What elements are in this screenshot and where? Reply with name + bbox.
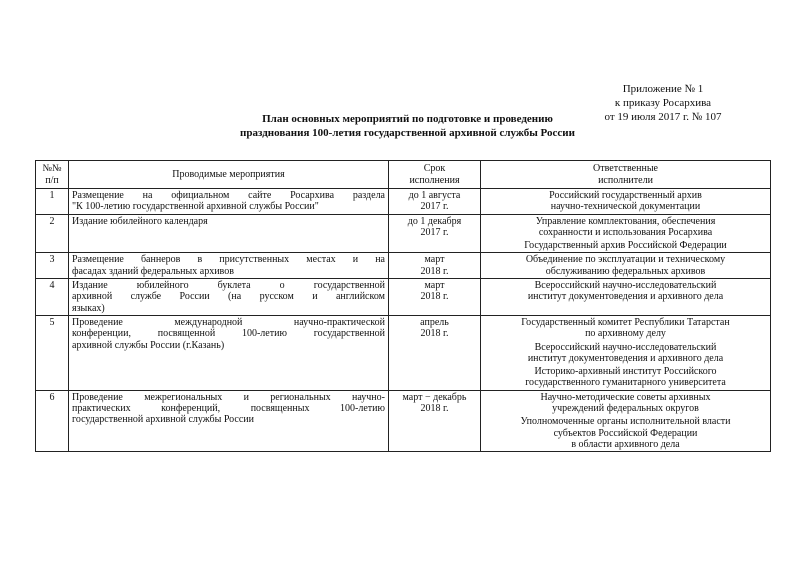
term-line: март: [424, 280, 445, 292]
term-line: до 1 августа: [408, 190, 461, 201]
responsible-line: научно-технической документации: [550, 201, 701, 213]
table-row: [36, 390, 771, 451]
header-term-line: Срок: [423, 163, 446, 175]
row-number: 2: [36, 214, 69, 253]
row-term: [389, 390, 481, 451]
row-responsible: [481, 214, 771, 253]
responsible-group: [484, 317, 767, 340]
row-term: [389, 315, 481, 390]
responsible-line: государственного гуманитарного университета: [525, 377, 726, 389]
term-line: 2018 г.: [420, 328, 449, 340]
row-event: [69, 214, 389, 253]
row-event: [69, 315, 389, 390]
title-line: План основных мероприятий по подготовке и проведению: [262, 113, 553, 125]
event-line: Издание юбилейного календаря: [72, 215, 208, 227]
header-responsible: [481, 161, 771, 189]
event-line: архивной службы России (г.Казань): [72, 339, 225, 351]
table-row: [36, 315, 771, 390]
table-row: [36, 214, 771, 253]
responsible-line: обслуживанию федеральных архивов: [545, 265, 706, 277]
row-term: [389, 189, 481, 215]
row-responsible: [481, 279, 771, 316]
event-line: Размещение на официальном сайте Росархива раздела: [72, 190, 385, 201]
appendix-line: к приказу Росархива: [614, 97, 712, 109]
title-line: празднования 100-летия государственной архивной службы России: [240, 127, 575, 139]
event-line: государственной архивной службы России: [72, 414, 255, 426]
responsible-line: Государственный комитет Республики Татарстан: [521, 316, 730, 328]
appendix-line: Приложение № 1: [622, 83, 704, 95]
event-line: Издание юбилейного буклета о государственной: [72, 280, 385, 292]
responsible-line: учреждений федеральных округов: [552, 403, 699, 415]
responsible-line: Объединение по эксплуатации и техническому: [525, 254, 726, 266]
row-term: [389, 279, 481, 316]
row-responsible: [481, 253, 771, 279]
row-number: 1: [36, 189, 69, 215]
header-number-line: п/п: [45, 174, 59, 186]
responsible-line: институт документоведения и архивного дела: [527, 291, 724, 303]
term-line: 2017 г.: [420, 201, 449, 213]
row-event: [69, 279, 389, 316]
event-line: языках): [72, 302, 105, 314]
table-row: [36, 279, 771, 316]
term-line: 2018 г.: [420, 265, 449, 277]
term-line: март − декабрь: [402, 391, 467, 403]
event-line: архивной службе России (на русском и английском: [72, 291, 385, 303]
term-line: 2017 г.: [420, 226, 449, 238]
responsible-line: Уполномоченные органы исполнительной власти: [520, 416, 731, 428]
event-line: фасадах зданий федеральных архивов: [72, 265, 234, 277]
header-term: [389, 161, 481, 189]
responsible-line: Российский государственный архив: [549, 190, 702, 201]
responsible-line: институт документоведения и архивного дела: [527, 352, 724, 364]
responsible-group: [484, 254, 767, 277]
table-row: [36, 253, 771, 279]
row-event: [69, 253, 389, 279]
responsible-group: [484, 366, 767, 389]
responsible-line: Научно-методические советы архивных: [540, 391, 711, 403]
row-number: 4: [36, 279, 69, 316]
row-term: [389, 253, 481, 279]
responsible-group: [484, 342, 767, 365]
header-number-line: №№: [42, 163, 62, 175]
row-event: [69, 189, 389, 215]
responsible-line: сохранности и использования Росархива: [538, 226, 713, 238]
responsible-group: [484, 392, 767, 415]
header-responsible-line: Ответственные: [593, 163, 658, 175]
term-line: 2018 г.: [420, 403, 449, 415]
responsible-line: Всероссийский научно-исследовательский: [534, 341, 717, 353]
events-table: [35, 160, 771, 452]
row-responsible: [481, 390, 771, 451]
event-line: конференции, посвященной 100-летию государственной: [72, 328, 385, 340]
responsible-group: [484, 216, 767, 239]
responsible-line: Управление комплектования, обеспечения: [535, 215, 716, 227]
row-responsible: [481, 315, 771, 390]
term-line: 2018 г.: [420, 291, 449, 303]
row-term: [389, 214, 481, 253]
term-line: март: [424, 254, 445, 266]
table-header-row: [36, 161, 771, 189]
term-line: до 1 декабря: [407, 215, 462, 227]
responsible-group: [484, 190, 767, 213]
row-responsible: [481, 189, 771, 215]
event-line: Размещение баннеров в присутственных местах и на: [72, 254, 385, 266]
event-line: "К 100-летию государственной архивной службы России": [72, 201, 319, 213]
event-line: Проведение международной научно-практической: [72, 316, 385, 328]
term-line: апрель: [420, 316, 449, 328]
responsible-line: Всероссийский научно-исследовательский: [534, 280, 717, 292]
responsible-group: [484, 416, 767, 450]
responsible-line: в области архивного дела: [571, 438, 680, 450]
row-event: [69, 390, 389, 451]
responsible-line: по архивному делу: [585, 328, 666, 340]
header-event: Проводимые мероприятия: [69, 161, 389, 189]
document-title: [150, 112, 665, 140]
row-number: 6: [36, 390, 69, 451]
table-row: [36, 189, 771, 215]
responsible-group: [484, 280, 767, 303]
event-line: Проведение межрегиональных и региональных научно-: [72, 391, 385, 403]
table-body: [36, 189, 771, 452]
header-term-line: исполнения: [409, 174, 460, 186]
responsible-line: субъектов Российской Федерации: [553, 427, 698, 439]
responsible-line: Государственный архив Российской Федерации: [524, 240, 727, 252]
responsible-group: [484, 240, 767, 251]
appendix-line: от 19 июля 2017 г. № 107: [604, 111, 722, 123]
responsible-line: Историко-архивный институт Российского: [534, 366, 717, 378]
header-responsible-line: исполнители: [598, 174, 653, 186]
row-number: 3: [36, 253, 69, 279]
header-number: [36, 161, 69, 189]
row-number: 5: [36, 315, 69, 390]
event-line: практических конференций, посвященных 100-летию: [72, 403, 385, 415]
